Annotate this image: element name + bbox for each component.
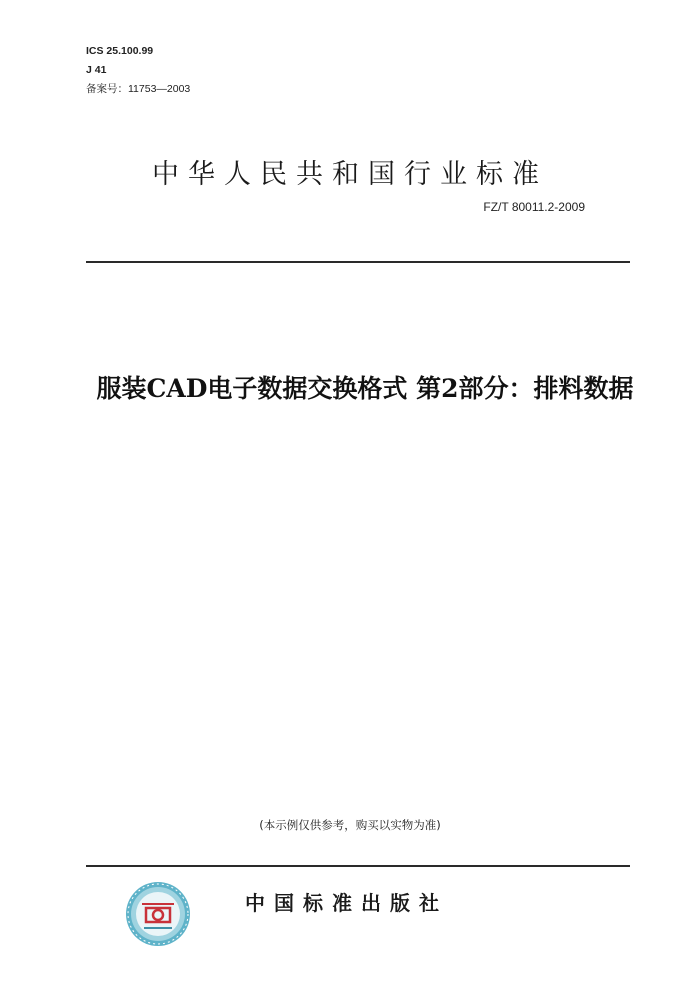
ics-code: ICS 25.100.99 — [86, 45, 154, 57]
standard-type-title: 中华人民共和国行业标准 — [152, 159, 548, 190]
record-number: 备案号：11753—2003 — [86, 83, 191, 95]
publisher-name: 中国标准出版社 — [245, 891, 448, 915]
sample-note: (本示例仅供参考，购买以实物为准) — [259, 818, 441, 832]
category-code: J 41 — [86, 64, 107, 76]
bottom-divider — [86, 865, 630, 867]
standard-number: FZ/T 80011.2-2009 — [483, 200, 585, 214]
header-meta — [86, 42, 190, 99]
document-title: 服装CAD电子数据交换格式 第2部分：排料数据 — [96, 374, 634, 403]
top-divider — [86, 261, 630, 263]
anti-counterfeit-seal-icon — [124, 880, 192, 948]
